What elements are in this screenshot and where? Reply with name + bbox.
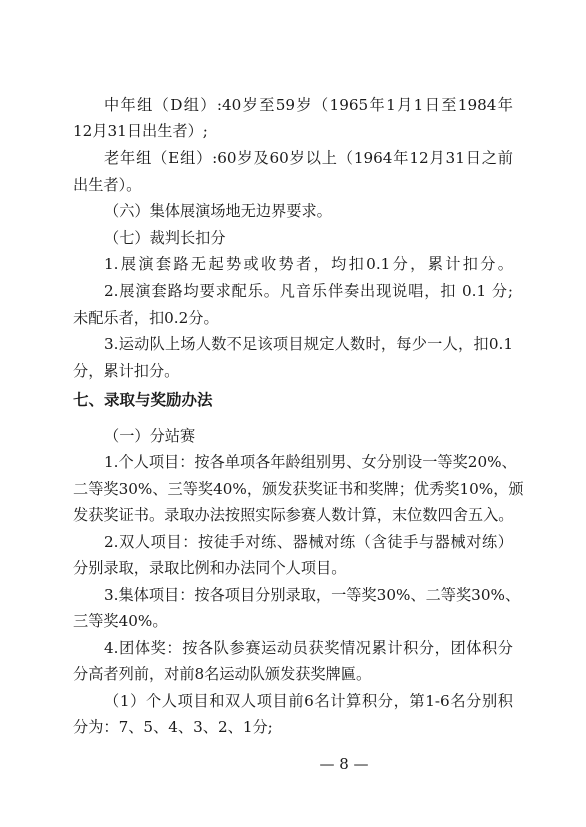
page-number: — 8 — [319,755,369,773]
text-line: 4.团体奖：按各队参赛运动员获奖情况累计积分，团体积分 [104,639,513,657]
text-line: 2.展演套路均要求配乐。凡音乐伴奏出现说唱，扣 0.1 分; [104,282,513,300]
text-line: 分，累计扣分。 [73,362,180,380]
text-line: 出生者）。 [73,176,142,194]
text-line: 1.个人项目：按各单项各年龄组别男、女分别设一等奖20%、 [104,453,517,471]
text-line: 三等奖40%。 [73,612,168,630]
text-line: （七）裁判长扣分 [104,229,226,247]
text-line: 分为：7、5、4、3、2、1分; [73,718,273,736]
text-line: 1.展演套路无起势或收势者，均扣0.1分，累计扣分。 [104,255,513,273]
text-line: 3.运动队上场人数不足该项目规定人数时，每少一人，扣0.1 [104,335,513,353]
text-line: 未配乐者，扣0.2分。 [73,309,219,327]
text-line: 3.集体项目：按各项目分别录取，一等奖30%、二等奖30%、 [104,586,521,604]
text-line: （六）集体展演场地无边界要求。 [104,202,332,220]
text-line: 老年组（E组）:60岁及60岁以上（1964年12月31日之前 [104,149,513,167]
text-line: （一）分站赛 [104,427,196,445]
text-line: 发获奖证书。录取办法按照实际参赛人数计算，末位数四舍五入。 [73,506,514,524]
text-line: 分别录取，录取比例和办法同个人项目。 [73,559,347,577]
section-heading: 七、录取与奖励办法 [73,391,213,409]
text-line: 12月31日出生者）; [73,122,208,140]
text-line: 中年组（D组）:40岁至59岁（1965年1月1日至1984年 [104,96,513,114]
text-line: 二等奖30%、三等奖40%，颁发获奖证书和奖牌；优秀奖10%，颁 [73,480,524,498]
text-line: 2.双人项目：按徒手对练、器械对练（含徒手与器械对练） [104,533,513,551]
text-line: 分高者列前，对前8名运动队颁发获奖牌匾。 [73,665,372,683]
text-line: （1）个人项目和双人项目前6名计算积分，第1-6名分别积 [104,692,513,710]
